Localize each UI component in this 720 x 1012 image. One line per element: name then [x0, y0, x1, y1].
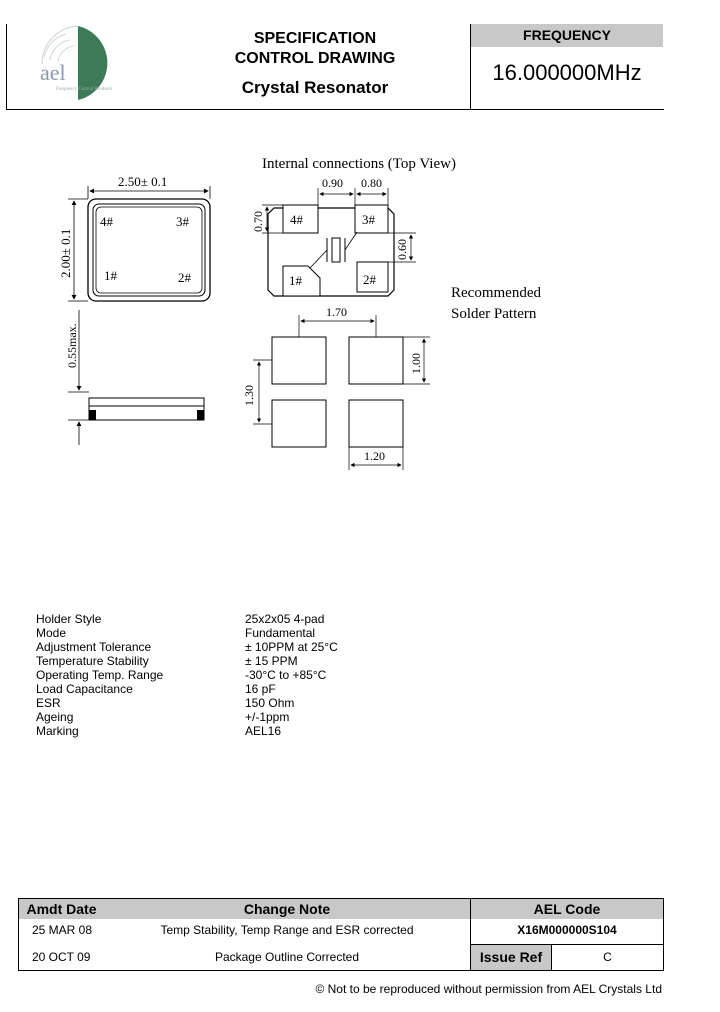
internal-connections-view	[268, 205, 394, 296]
internal-connections-title: Internal connections (Top View)	[262, 156, 456, 172]
svg-text:Frequency Control Products: Frequency Control Products	[56, 87, 113, 92]
spec-label: Marking	[36, 724, 79, 738]
dimension-0-80: 0.80	[361, 176, 382, 190]
change-note-2: Package Outline Corrected	[214, 950, 360, 964]
change-note-1: Temp Stability, Temp Range and ESR corrected	[160, 923, 414, 937]
internal-pad-label-1: 1#	[289, 273, 302, 288]
header-border-left	[6, 24, 7, 109]
title-line2: CONTROL DRAWING	[234, 50, 396, 67]
package-side-view	[89, 398, 204, 420]
spec-value: ± 10PPM at 25°C	[245, 640, 338, 654]
amdt-date-2: 20 OCT 09	[32, 950, 91, 964]
header-border-bottom	[6, 109, 664, 110]
svg-text:ael: ael	[40, 60, 66, 85]
spec-value: +/-1ppm	[245, 710, 290, 724]
dimension-1-30: 1.30	[242, 385, 256, 406]
spec-value: 16 pF	[245, 682, 276, 696]
spec-label: Operating Temp. Range	[36, 668, 164, 682]
subtitle: Crystal Resonator	[241, 78, 389, 97]
copyright-notice: © Not to be reproduced without permission from AEL Crystals Ltd	[315, 982, 662, 996]
col-amdt-date: Amdt Date	[19, 899, 104, 919]
internal-pad-label-4: 4#	[290, 212, 303, 227]
spec-value: -30°C to +85°C	[245, 668, 327, 682]
pad-label-2: 2#	[178, 270, 191, 285]
spec-label: Ageing	[36, 710, 74, 724]
ael-logo	[36, 24, 118, 102]
spec-value: AEL16	[245, 724, 282, 738]
dimension-0-90: 0.90	[322, 176, 343, 190]
dimension-1-70: 1.70	[326, 305, 347, 319]
frequency-label: FREQUENCY	[471, 24, 663, 47]
dimension-0-70: 0.70	[251, 211, 265, 232]
col-ael-code: AEL Code	[471, 899, 663, 919]
spec-value: 150 Ohm	[245, 696, 295, 710]
recommended-line2: Solder Pattern	[451, 306, 537, 322]
spec-value: Fundamental	[245, 626, 316, 640]
pad-label-3: 3#	[176, 214, 189, 229]
frequency-value: 16.000000MHz	[492, 60, 642, 85]
title-line1: SPECIFICATION	[253, 30, 377, 47]
issue-ref-label: Issue Ref	[471, 945, 551, 970]
spec-label: ESR	[36, 696, 61, 710]
pad-label-1: 1#	[104, 268, 117, 283]
issue-ref-value: C	[603, 950, 612, 964]
spec-label: Load Capacitance	[36, 682, 133, 696]
crystal-drawing	[0, 140, 720, 480]
spec-label: Mode	[36, 626, 67, 640]
col-change-note: Change Note	[104, 899, 470, 919]
width-dimension: 2.50± 0.1	[118, 174, 168, 189]
pad-label-4: 4#	[100, 214, 113, 229]
height-dimension: 2.00± 0.1	[58, 228, 73, 278]
amdt-date-1: 25 MAR 08	[32, 923, 93, 937]
spec-value: ± 15 PPM	[245, 654, 298, 668]
spec-label: Temperature Stability	[36, 654, 149, 668]
dimension-1-00: 1.00	[409, 353, 423, 374]
dimension-0-60: 0.60	[395, 239, 409, 260]
thickness-dimension: 0.55max.	[65, 323, 79, 368]
spec-label: Holder Style	[36, 612, 102, 626]
internal-pad-label-2: 2#	[363, 272, 376, 287]
footer-border-right	[663, 898, 664, 971]
ael-code-value: X16M000000S104	[517, 923, 617, 937]
dimension-1-20: 1.20	[364, 449, 385, 463]
solder-pattern	[272, 337, 403, 447]
spec-label: Adjustment Tolerance	[36, 640, 152, 654]
recommended-line1: Recommended	[451, 285, 541, 301]
package-top-view	[88, 199, 210, 301]
internal-pad-label-3: 3#	[362, 212, 375, 227]
footer-border-bottom	[18, 970, 664, 971]
spec-value: 25x2x05 4-pad	[245, 612, 325, 626]
